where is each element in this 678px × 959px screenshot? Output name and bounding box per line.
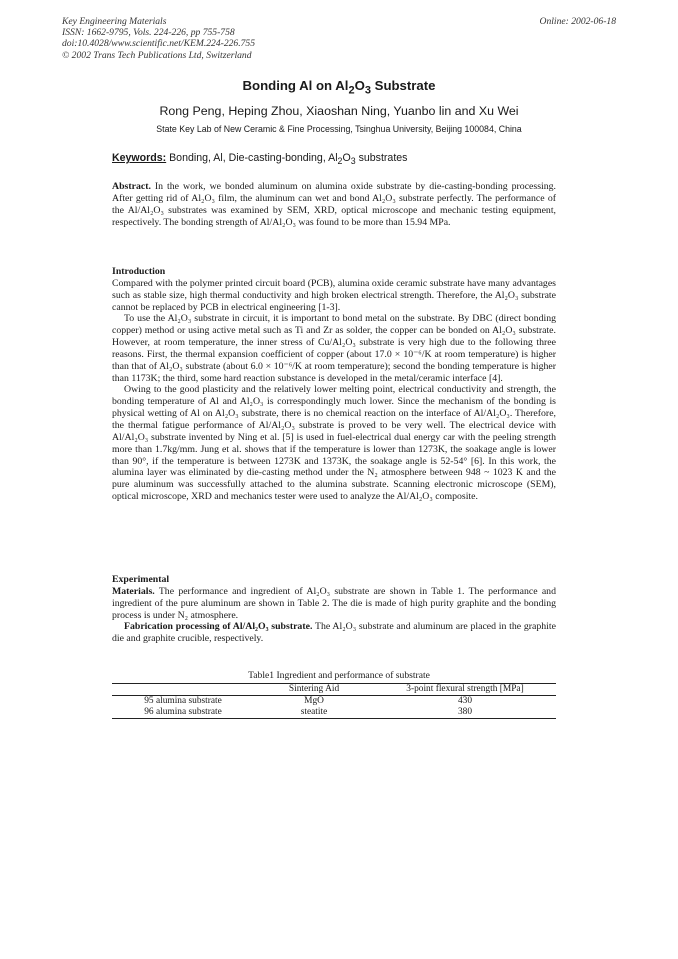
keywords-subscript: 2 (337, 156, 343, 167)
online-date: Online: 2002-06-18 (539, 16, 616, 27)
table-row (112, 707, 556, 719)
title-part: Bonding Al on Al (242, 78, 349, 93)
introduction-heading: Introduction (112, 266, 166, 277)
issn-line: ISSN: 1662-9795, Vols. 224-226, pp 755-758 (62, 27, 235, 39)
table-cell: 96 alumina substrate (112, 707, 254, 719)
keywords-text: Bonding, Al, Die-casting-bonding, Al (166, 152, 338, 164)
title-subscript: 3 (364, 84, 371, 97)
abstract-text: In the work, we bonded aluminum on alumina oxide substrate by die-casting-bonding processing. After getting rid of Al₂O₃ film, the aluminum can wet and bond Al₂O₃ substrate perfectly. The performance of the Al/Al₂O₃ substrates was examined by SEM, XRD, optical microscope and mechanic testing equipment, respectively. The bonding strength of Al/Al₂O₃ was found to be more than 15.94 MPa. (112, 181, 556, 228)
table-header-cell: 3-point flexural strength [MPa] (374, 684, 556, 696)
table-header-row (112, 684, 556, 696)
table-cell: 95 alumina substrate (144, 696, 222, 706)
keywords-line (112, 152, 407, 166)
table-cell: MgO (304, 696, 324, 706)
title-part: O (354, 78, 365, 93)
table-cell: 380 (374, 707, 556, 719)
intro-paragraph-1: Compared with the polymer printed circuit board (PCB), alumina oxide ceramic substrate have many advantages such as stable size, high thermal conductivity and high broken electrical strength. Therefore, the Al₂O₃ substrate cannot be replaced by PCB in electrical engineering [1-3]. (112, 277, 556, 313)
table-header-cell: Sintering Aid (254, 684, 374, 696)
keywords-subscript: 3 (350, 156, 356, 167)
table-cell: 430 (457, 696, 472, 706)
keywords-text: O (342, 152, 351, 164)
keywords-text: substrates (355, 152, 408, 164)
title-subscript: 2 (348, 84, 355, 97)
running-header (62, 16, 255, 61)
intro-paragraph-2: To use the Al₂O₃ substrate in circuit, it is important to bond metal on the substrate. By DBC (direct bonding copper) method or using active metal such as Ti and Zr as solder, the copper can be bonded on Al₂O₃ substrate. However, at room temperature, the inner stress of Cu/Al₂O₃ substrate is very high due to the following three reasons. First, the thermal expansion coefficient of copper (about 17.0 × 10⁻⁶/K at room temperature) is higher than that of Al₂O₃ substrate (about 6.0 × 10⁻⁶/K at room temperature); second the bonding temperature is higher than 1173K; the third, some hard reaction substance is developed in the metal/ceramic interface [4]. (112, 313, 556, 384)
table-row (112, 696, 556, 708)
affiliation: State Key Lab of New Ceramic & Fine Processing, Tsinghua University, Beijing 100084, China (156, 124, 522, 134)
doi-line: doi:10.4028/www.scientific.net/KEM.224-226.755 (62, 38, 256, 50)
experimental-heading: Experimental (112, 574, 170, 585)
introduction-section (112, 266, 556, 503)
table-cell: steatite (254, 707, 374, 719)
table1-caption: Table1 Ingredient and performance of substrate (248, 670, 430, 681)
fabrication-label: Fabrication processing of Al/Al₂O₃ substrate. (124, 621, 313, 633)
title-part: Substrate (370, 78, 436, 93)
materials-text: The performance and ingredient of Al₂O₃ substrate are shown in Table 1. The performance and ingredient of the pure aluminum are shown in Table 2. The die is made of high purity graphite and the bonding process is under N₂ atmosphere. (112, 585, 556, 621)
copyright-line: © 2002 Trans Tech Publications Ltd, Switzerland (62, 49, 252, 61)
abstract-section (112, 181, 556, 228)
keywords-label: Keywords: (112, 152, 167, 164)
abstract-label: Abstract. (112, 181, 151, 192)
intro-paragraph-3: Owing to the good plasticity and the relatively lower melting point, electrical conductivity and strength, the bonding temperature of Al and Al₂O₃ is correspondingly much lower. Since the mechanism of the bonding is physical wetting of Al on Al₂O₃ substrate, there is no chemical reaction on the interface of Al/Al₂O₃. Therefore, the thermal fatigue performance of Al/Al₂O₃ substrate is proved to be very well. The electrical device with Al/Al₂O₃ substrate invented by Ning et al. [5] is used in fuel-electrical dual energy car with the peeling strength more than 1.7kg/mm. Jung et al. shows that if the temperature is lower than 1273K, the soakage angle is lower than 90°, if the temperature is between 1273K and 1373K, the soakage angle is 52-54° [6]. In this work, the alumina layer was eliminated by die-casting method under the N₂ atmosphere between 948 ~ 1023 K and the pure aluminum was successfully attached to the alumina substrate. Scanning electronic microscope (SEM), optical microscope, XRD and mechanics tester were used to analyze the Al/Al₂O₃ composite. (112, 384, 556, 503)
experimental-section (112, 574, 556, 645)
author-list: Rong Peng, Heping Zhou, Xiaoshan Ning, Yuanbo lin and Xu Wei (159, 104, 519, 118)
materials-label: Materials. (112, 585, 155, 597)
journal-name: Key Engineering Materials (62, 16, 167, 27)
fabrication-text: The Al₂O₃ substrate and aluminum are placed in the graphite die and graphite crucible, respectively. (112, 621, 556, 645)
table1 (112, 683, 556, 719)
table-header-cell (112, 684, 254, 696)
paper-title (0, 78, 678, 97)
